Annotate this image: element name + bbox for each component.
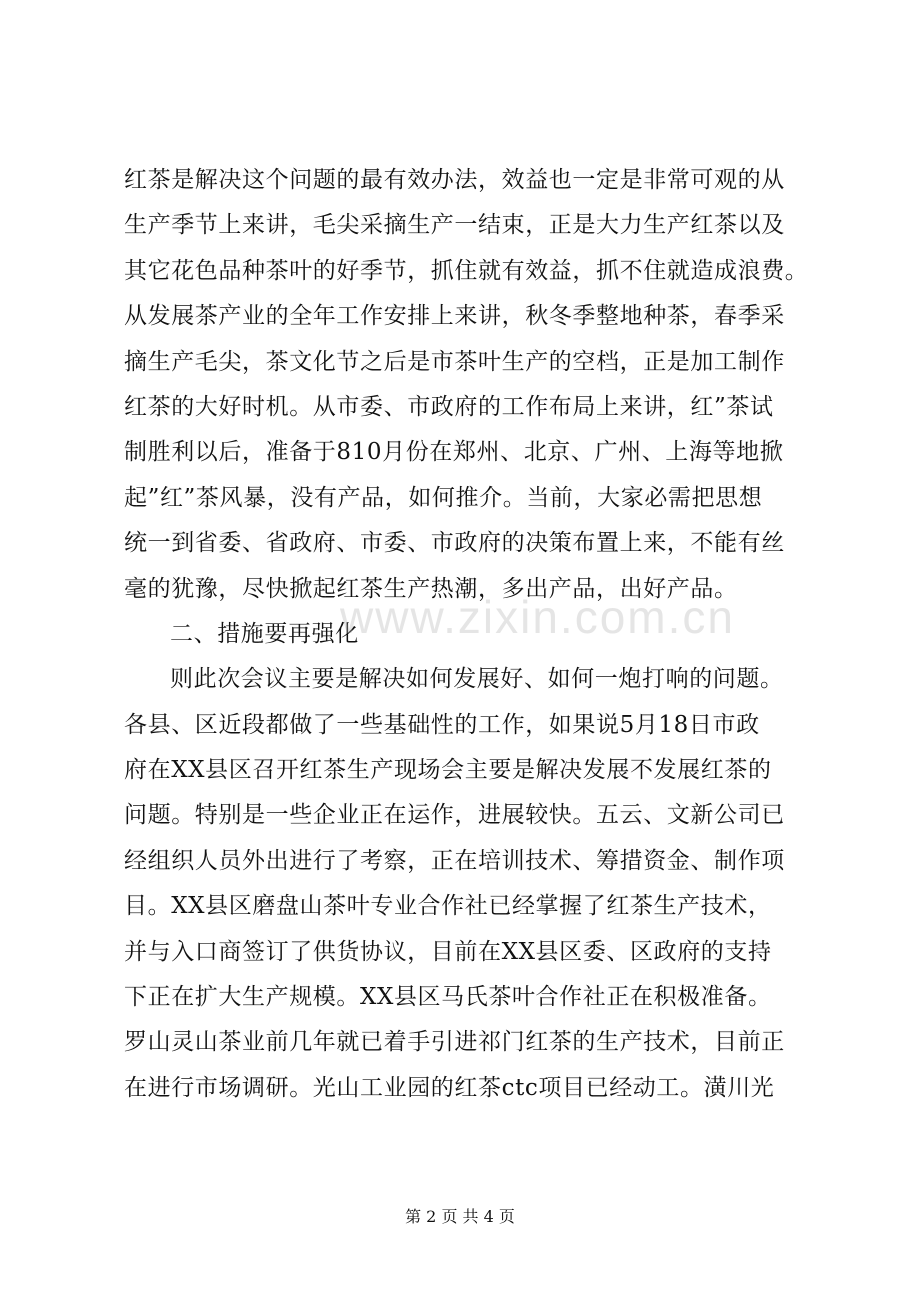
text-line-9: 统一到省委、省政府、市委、市政府的决策布置上来，不能有丝 <box>124 530 785 557</box>
text-line-12: 则此次会议主要是解决如何发展好、如何一炮打响的问题。 <box>170 666 784 693</box>
document-body <box>124 158 814 1111</box>
text-line-17: 目。XX县区磨盘山茶叶专业合作社已经掌握了红茶生产技术， <box>124 893 772 920</box>
text-line-20: 罗山灵山茶业前几年就已着手引进祁门红茶的生产技术，目前正 <box>124 1029 785 1056</box>
text-line-15: 问题。特别是一些企业正在运作，进展较快。五云、文新公司已 <box>124 802 785 829</box>
text-line-21: 在进行市场调研。光山工业园的红茶ctc项目已经动工。潢川光 <box>124 1074 775 1101</box>
section-heading: 二、措施要再强化 <box>170 620 359 647</box>
text-line-4: 从发展茶产业的全年工作安排上来讲，秋冬季整地种茶，春季采 <box>124 303 785 330</box>
text-line-3: 其它花色品种茶叶的好季节，抓住就有效益，抓不住就造成浪费。 <box>124 257 809 284</box>
text-line-13: 各县、区近段都做了一些基础性的工作，如果说5月18日市政 <box>124 711 760 738</box>
text-line-8: 起”红”茶风暴，没有产品，如何推介。当前，大家必需把思想 <box>124 484 763 511</box>
page-number-footer: 第 2 页 共 4 页 <box>405 1207 515 1226</box>
text-line-2: 生产季节上来讲，毛尖采摘生产一结束，正是大力生产红茶以及 <box>124 212 785 239</box>
text-line-14: 府在XX县区召开红茶生产现场会主要是解决发展不发展红茶的 <box>124 757 772 784</box>
text-line-7: 制胜利以后，准备于810月份在郑州、北京、广州、上海等地掀 <box>124 439 784 466</box>
text-line-18: 并与入口商签订了供货协议，目前在XX县区委、区政府的支持 <box>124 938 772 965</box>
watermark: www.zixin.com.cn <box>340 591 735 643</box>
text-line-1: 红茶是解决这个问题的最有效办法，效益也一定是非常可观的从 <box>124 167 785 193</box>
text-line-5: 摘生产毛尖，茶文化节之后是市茶叶生产的空档，正是加工制作 <box>124 348 785 375</box>
text-line-19: 下正在扩大生产规模。XX县区马氏茶叶合作社正在积极准备。 <box>124 984 772 1011</box>
text-line-10: 毫的犹豫，尽快掀起红茶生产热潮，多出产品，出好产品。 <box>124 575 738 602</box>
text-line-16: 经组织人员外出进行了考察，正在培训技术、筹措资金、制作项 <box>124 847 785 874</box>
text-line-6: 红茶的大好时机。从市委、市政府的工作布局上来讲，红”茶试 <box>124 393 774 420</box>
